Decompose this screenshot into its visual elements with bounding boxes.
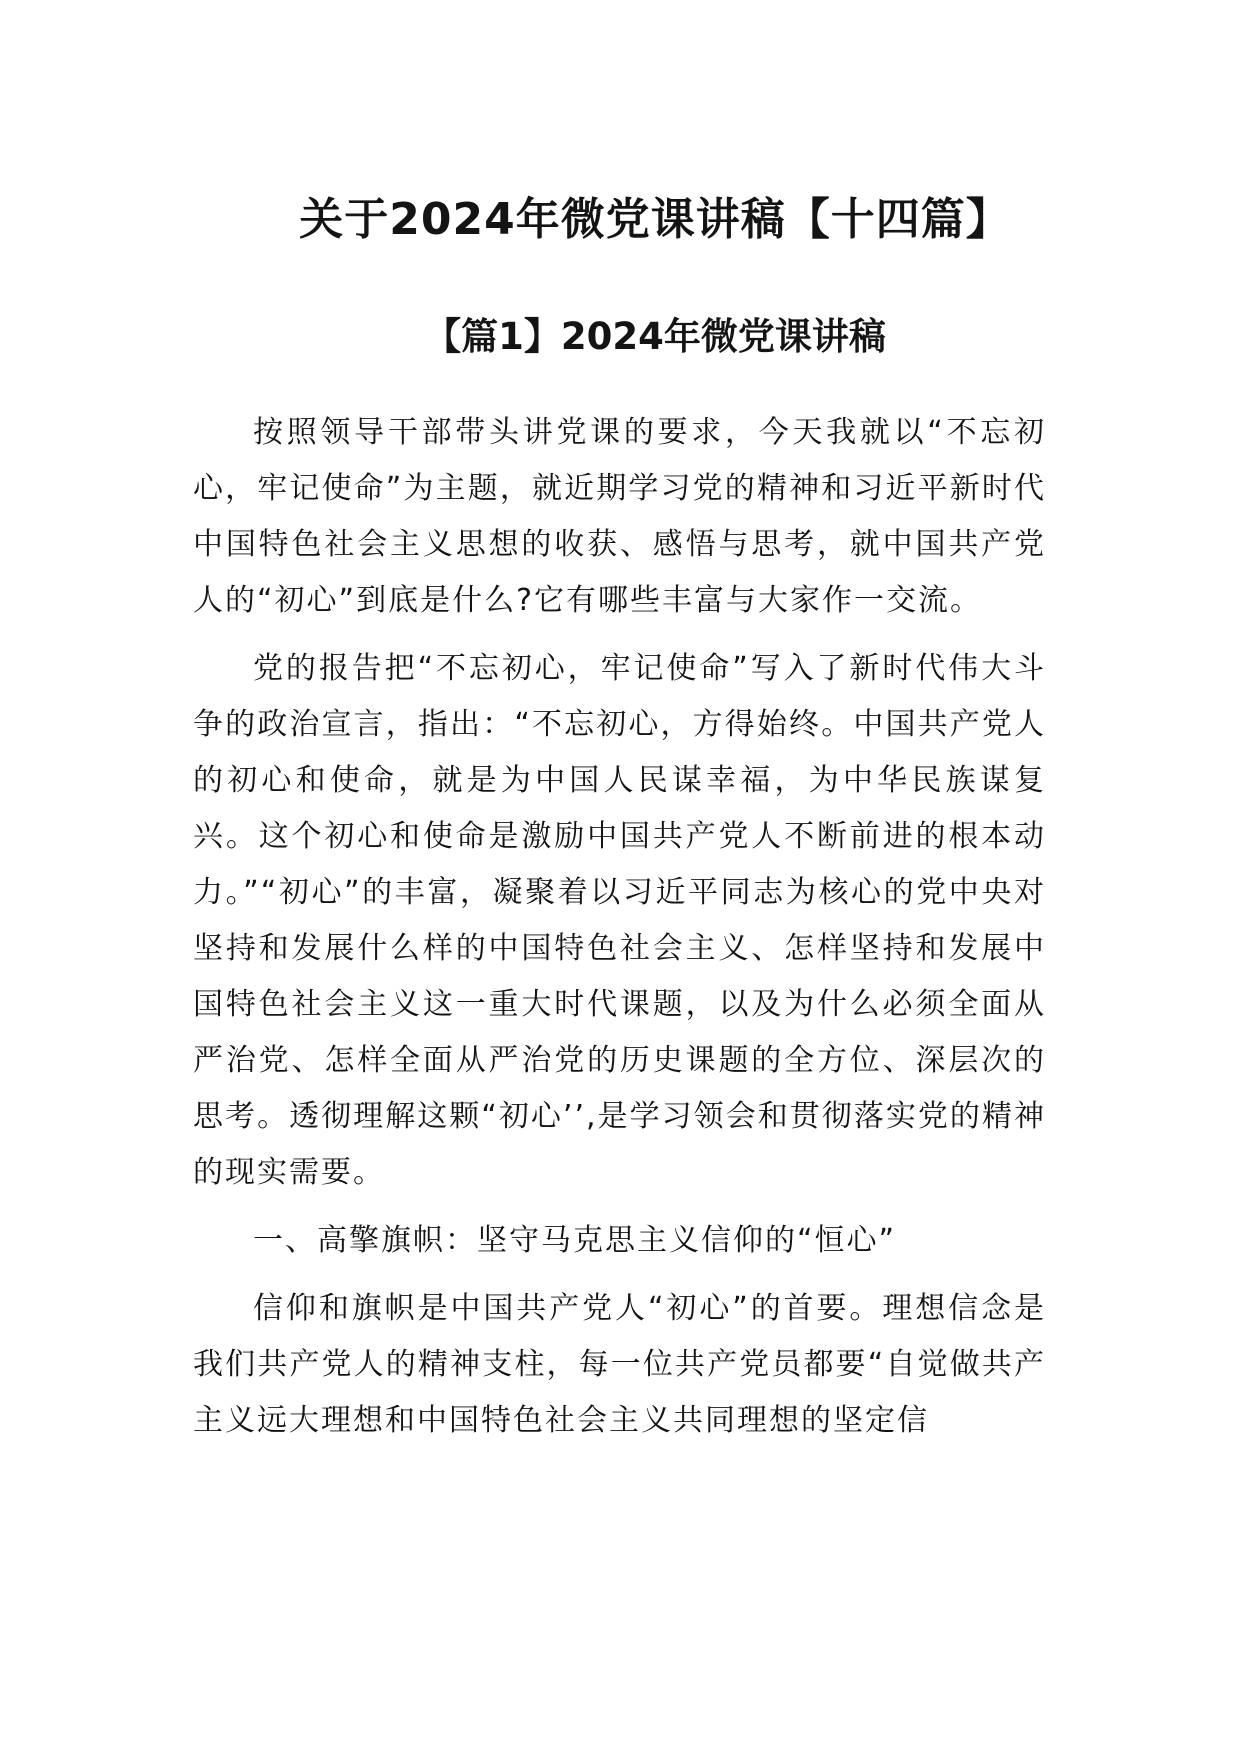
section-heading-1: 一、高擎旗帜：坚守马克思主义信仰的“恒心”: [253, 1223, 897, 1258]
paragraph-2: 党的报告把“不忘初心，牢记使命”写入了新时代伟大斗争的政治宣言，指出：“不忘初心，方得始终。中国共产党人的初心和使命，就是为中国人民谋幸福，为中华民族谋复兴。这个初心和使命是激励中国共产党人不断前进的根本动力。”“初心”的丰富，凝聚着以习近平同志为核心的党中央对坚持和发展什么样的中国特色社会主义、怎样坚持和发展中国特色社会主义这一重大时代课题，以及为什么必须全面从严治党、怎样全面从严治党的历史课题的全方位、深层次的思考。透彻理解这颗“初心’’,是学习领会和贯彻落实党的精神的现实需要。: [193, 651, 1046, 1190]
section-title: 【篇1】2024年微党课讲稿: [424, 315, 886, 358]
paragraph-1: 按照领导干部带头讲党课的要求，今天我就以“不忘初心，牢记使命”为主题，就近期学习党的精神和习近平新时代中国特色社会主义思想的收获、感悟与思考，就中国共产党人的“初心”到底是什么?它有哪些丰富与大家作一交流。: [193, 415, 1046, 618]
paragraph-3: 信仰和旗帜是中国共产党人“初心”的首要。理想信念是我们共产党人的精神支柱，每一位共产党员都要“自觉做共产主义远大理想和中国特色社会主义共同理想的坚定信: [193, 1291, 1046, 1438]
document-body: [193, 405, 1046, 1461]
document-title: 关于2024年微党课讲稿【十四篇】: [299, 194, 1011, 245]
